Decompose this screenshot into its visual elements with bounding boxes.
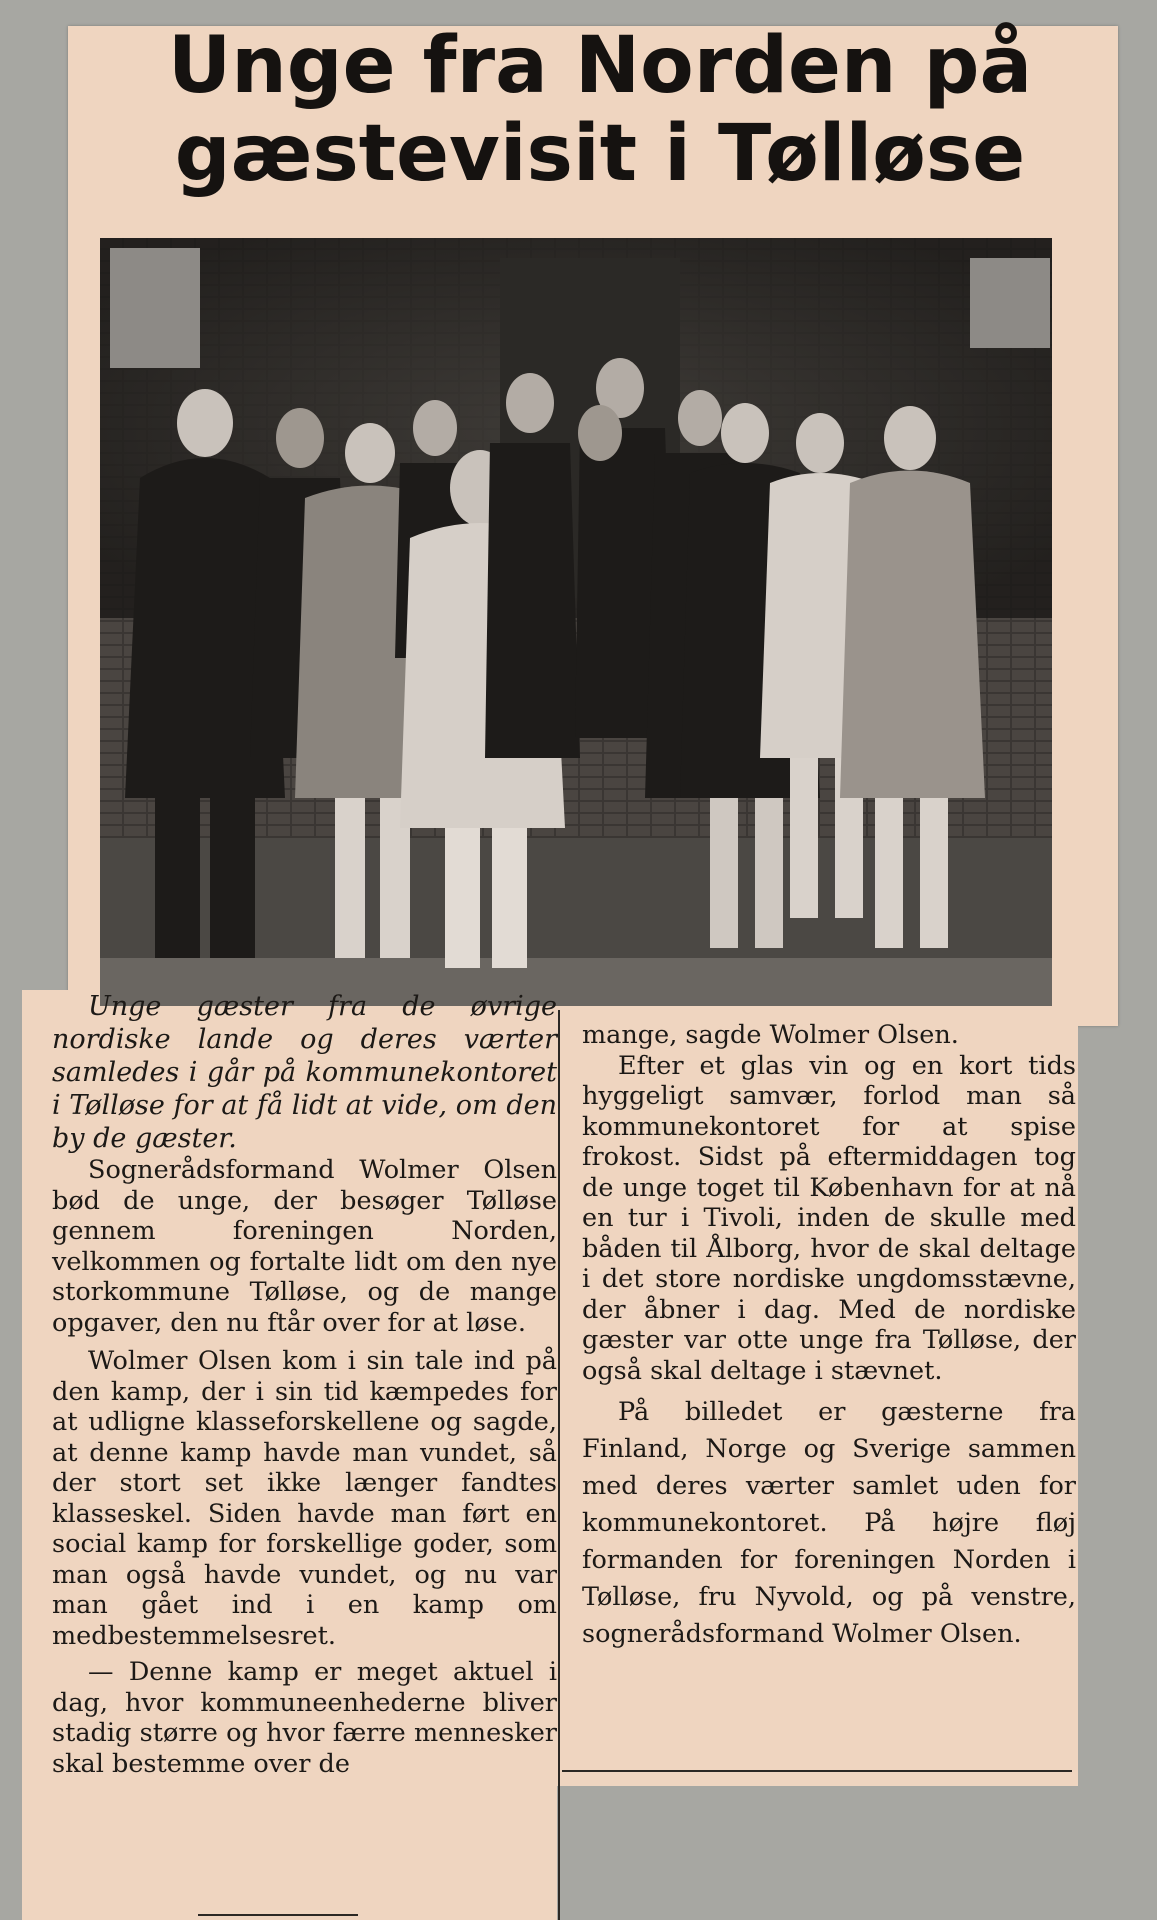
- window-right: [970, 258, 1050, 348]
- headline-line-1: Unge fra Norden på: [167, 21, 1033, 111]
- article-right-column: [582, 1020, 1076, 1653]
- group-photo: [100, 238, 1052, 1006]
- headline: [120, 22, 1080, 198]
- article-paragraph: Efter et glas vin og en kort tids hyggeligt samvær, forlod man så kommunekontoret for at spise frokost. Sidst på eftermiddagen tog de unge toget til København for at nå en tur i Tivoli, inden de skulle med båden til Ålborg, hvor de skal deltage i det store nordiske ungdomsstævne, der åbner i dag. Med de nordiske gæster var otte unge fra Tølløse, der også skal deltage i stævnet.: [582, 1050, 1076, 1386]
- window-left: [110, 248, 200, 368]
- column-end-rule: [198, 1914, 358, 1916]
- article-left-column: [52, 990, 557, 1779]
- article-paragraph: — Denne kamp er meget aktuel i dag, hvor kommuneenhederne bliver stadig større og hvor færre mennesker skal bestemme over de: [52, 1657, 557, 1779]
- column-divider: [558, 1010, 560, 1920]
- article-paragraph: Sognerådsformand Wolmer Olsen bød de unge, der besøger Tølløse gennem foreningen Norden, velkommen og fortalte lidt om den nye storkommune Tølløse, og de mange opgaver, den nu ftår over for at løse.: [52, 1155, 557, 1338]
- article-end-rule: [562, 1770, 1072, 1772]
- article-paragraph: Wolmer Olsen kom i sin tale ind på den kamp, der i sin tid kæmpedes for at udligne klasseforskellene og sagde, at denne kamp havde man vundet, så der stort set ikke længer fandtes klasseskel. Siden havde man ført en social kamp for forskellige goder, som man også havde vundet, og nu var man gået ind i en kamp om medbestemmelsesret.: [52, 1346, 557, 1651]
- photo-caption: Unge gæster fra de øvrige nordiske lande og deres værter samledes i går på kommunekontoret i Tølløse for at få lidt at vide, om den by de gæster.: [52, 991, 557, 1154]
- article-paragraph: mange, sagde Wolmer Olsen.: [582, 1020, 959, 1050]
- group-photo-illustration: [100, 238, 1052, 1006]
- article-paragraph: På billedet er gæsterne fra Finland, Norge og Sverige sammen med deres værter samlet uden for kommunekontoret. På højre fløj formanden for foreningen Norden i Tølløse, fru Nyvold, og på venstre, sognerådsformand Wolmer Olsen.: [582, 1397, 1076, 1649]
- headline-line-2: gæstevisit i Tølløse: [174, 109, 1026, 199]
